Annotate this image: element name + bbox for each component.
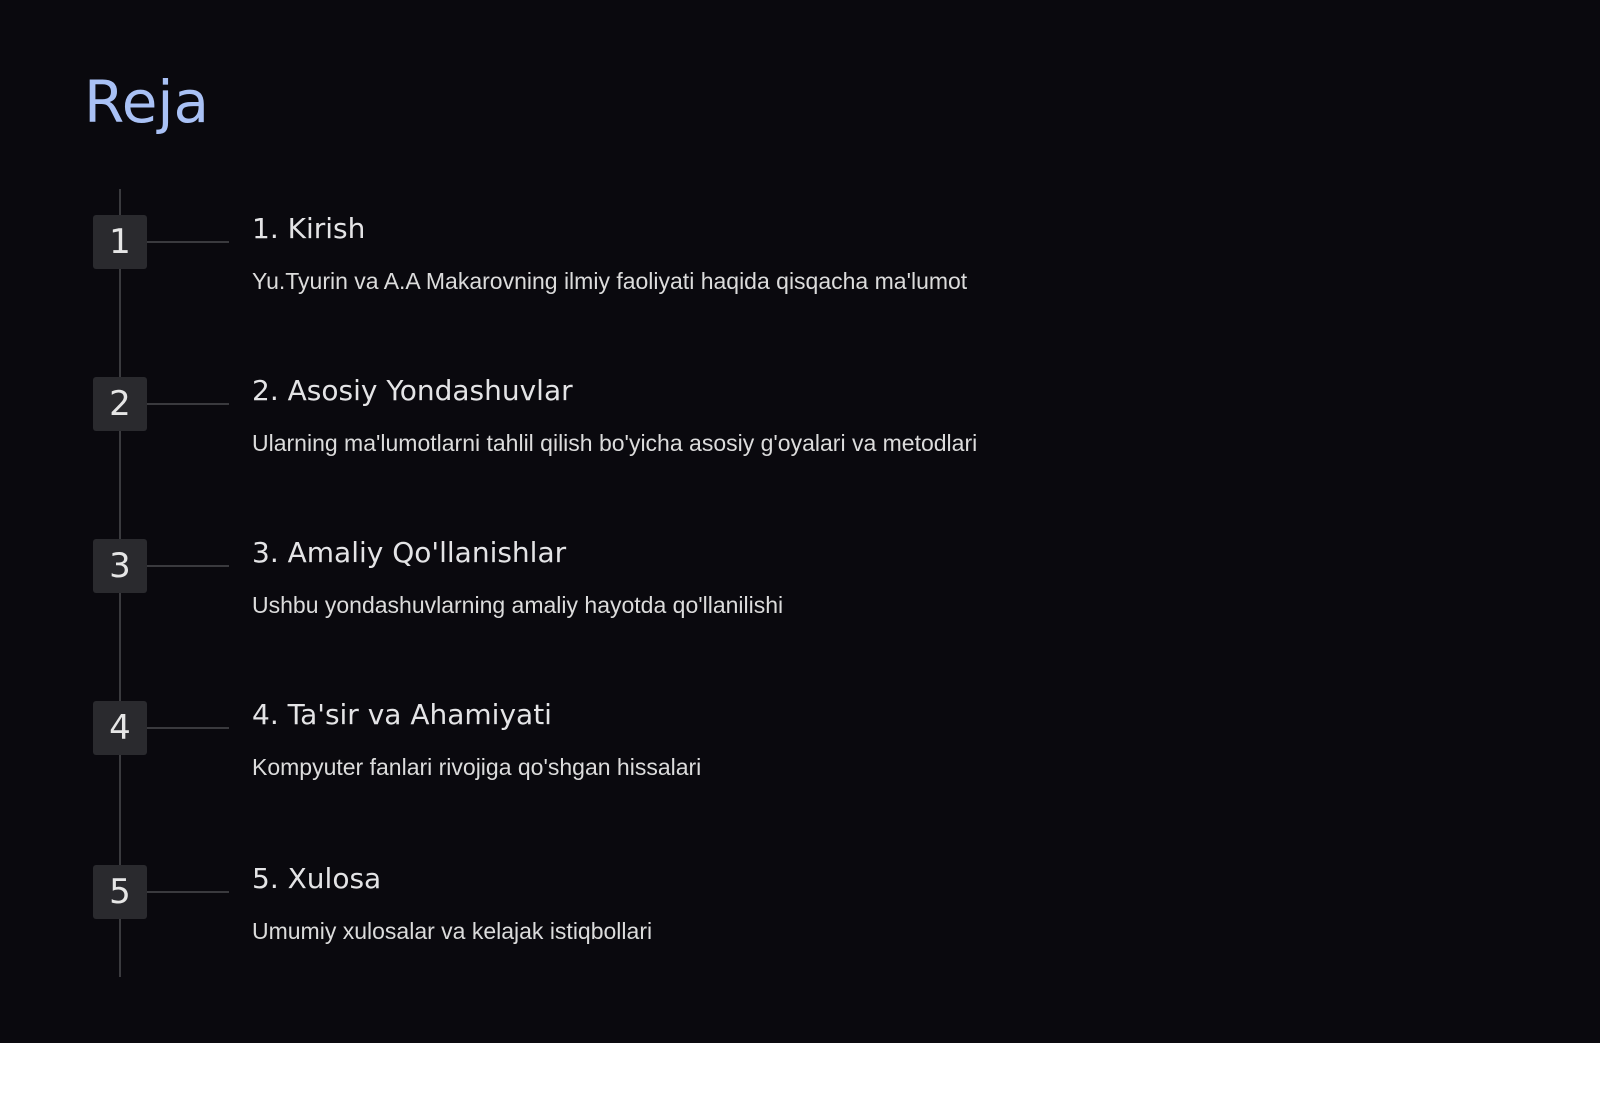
slide-title: Reja (84, 68, 210, 136)
item-description: Ularning ma'lumotlarni tahlil qilish bo'yicha asosiy g'oyalari va metodlari (252, 430, 978, 456)
item-number-badge: 5 (93, 865, 147, 919)
item-number-badge: 2 (93, 377, 147, 431)
item-heading: 4. Ta'sir va Ahamiyati (252, 698, 552, 731)
item-number-badge: 3 (93, 539, 147, 593)
item-number-badge: 1 (93, 215, 147, 269)
item-description: Umumiy xulosalar va kelajak istiqbollari (252, 918, 653, 944)
item-number-badge: 4 (93, 701, 147, 755)
item-description: Yu.Tyurin va A.A Makarovning ilmiy faoliyati haqida qisqacha ma'lumot (252, 268, 968, 294)
item-heading: 3. Amaliy Qo'llanishlar (252, 536, 567, 569)
timeline-connector (147, 727, 229, 729)
agenda-item-2 (0, 374, 1600, 517)
item-heading: 1. Kirish (252, 212, 366, 245)
agenda-item-1 (0, 212, 1600, 355)
timeline-connector (147, 891, 229, 893)
agenda-item-5 (0, 862, 1600, 1005)
agenda-item-3 (0, 536, 1600, 679)
timeline-connector (147, 565, 229, 567)
item-description: Kompyuter fanlari rivojiga qo'shgan hissalari (252, 754, 702, 780)
item-heading: 5. Xulosa (252, 862, 382, 895)
item-heading: 2. Asosiy Yondashuvlar (252, 374, 573, 407)
item-description: Ushbu yondashuvlarning amaliy hayotda qo'llanilishi (252, 592, 784, 618)
timeline-connector (147, 241, 229, 243)
agenda-item-4 (0, 698, 1600, 841)
timeline-connector (147, 403, 229, 405)
